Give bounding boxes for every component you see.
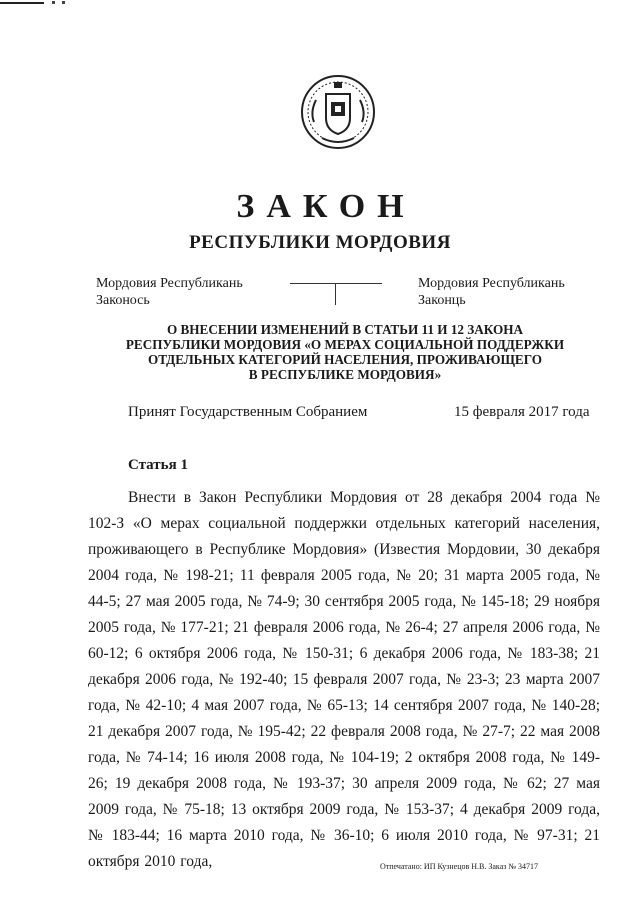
divider-vertical (335, 283, 336, 305)
printer-note: Отпечатано: ИП Кузнецов Н.В. Заказ № 34717 (380, 862, 539, 871)
law-heading-line: В РЕСПУБЛИКЕ МОРДОВИЯ» (248, 367, 442, 382)
article-body: Внести в Закон Республики Мордовия от 28 декабря 2004 года № 102-З «О мерах социальной поддержки отдельных категорий населения, проживающего в Республике Мордовия» (Известия Мордовии, 30 декабря 2004 года, № 198-21; 11 февраля 2005 года, № 20; 31 марта 2005 года, № 44-5; 27 мая 2005 года, № 74-9; 30 сентября 2005 года, № 145-18; 29 ноября 2005 года, № 177-21; 21 февраля 2006 года, № 26-4; 27 апреля 2006 года, № 60-12; 6 октября 2006 года, № 150-31; 6 декабря 2006 года, № 183-38; 21 декабря 2006 года, № 192-40; 15 февраля 2007 года, № 23-3; 23 марта 2007 года, № 42-10; 4 мая 2007 года, № 65-13; 14 сентября 2007 года, № 140-28; 21 декабря 2007 года, № 195-42; 22 февраля 2008 года, № 27-7; 22 мая 2008 года, № 74-14; 16 июля 2008 года, № 104-19; 2 октября 2008 года, № 149-26; 19 декабря 2008 года, № 193-37; 30 апреля 2009 года, № 62; 27 мая 2009 года, № 75-18; 13 октября 2009 года, № 153-37; 4 декабря 2009 года, № 183-44; 16 марта 2010 года, № 36-10; 6 июля 2010 года, № 97-31; 21 октября 2010 года, (88, 489, 600, 870)
erzya-title-right (418, 275, 565, 309)
divider-horizontal (290, 283, 382, 284)
law-heading-line: О ВНЕСЕНИИ ИЗМЕНЕНИЙ В СТАТЬИ 11 И 12 ЗАКОНА (166, 322, 524, 337)
erzya-title-line: Мордовия Республикань (418, 276, 565, 291)
article-title: Статья 1 (128, 457, 188, 473)
law-heading-line: РЕСПУБЛИКИ МОРДОВИЯ «О МЕРАХ СОЦИАЛЬНОЙ ПОДДЕРЖКИ (125, 337, 565, 352)
document-subtitle: РЕСПУБЛИКИ МОРДОВИЯ (189, 232, 451, 253)
erzya-title-line: Законць (418, 293, 466, 308)
moksha-title-line: Законось (96, 293, 150, 308)
law-heading (120, 322, 570, 382)
coat-of-arms-emblem (298, 72, 378, 152)
moksha-title-line: Мордовия Республикань (96, 276, 243, 291)
document-title: ЗАКОН (236, 188, 416, 225)
scan-artifact-mark (0, 0, 74, 6)
adopted-by-label: Принят Государственным Собранием (128, 404, 368, 420)
adopted-date: 15 февраля 2017 года (454, 404, 590, 420)
moksha-title-left (96, 275, 243, 309)
law-heading-line: ОТДЕЛЬНЫХ КАТЕГОРИЙ НАСЕЛЕНИЯ, ПРОЖИВАЮЩЕГО (147, 352, 543, 367)
